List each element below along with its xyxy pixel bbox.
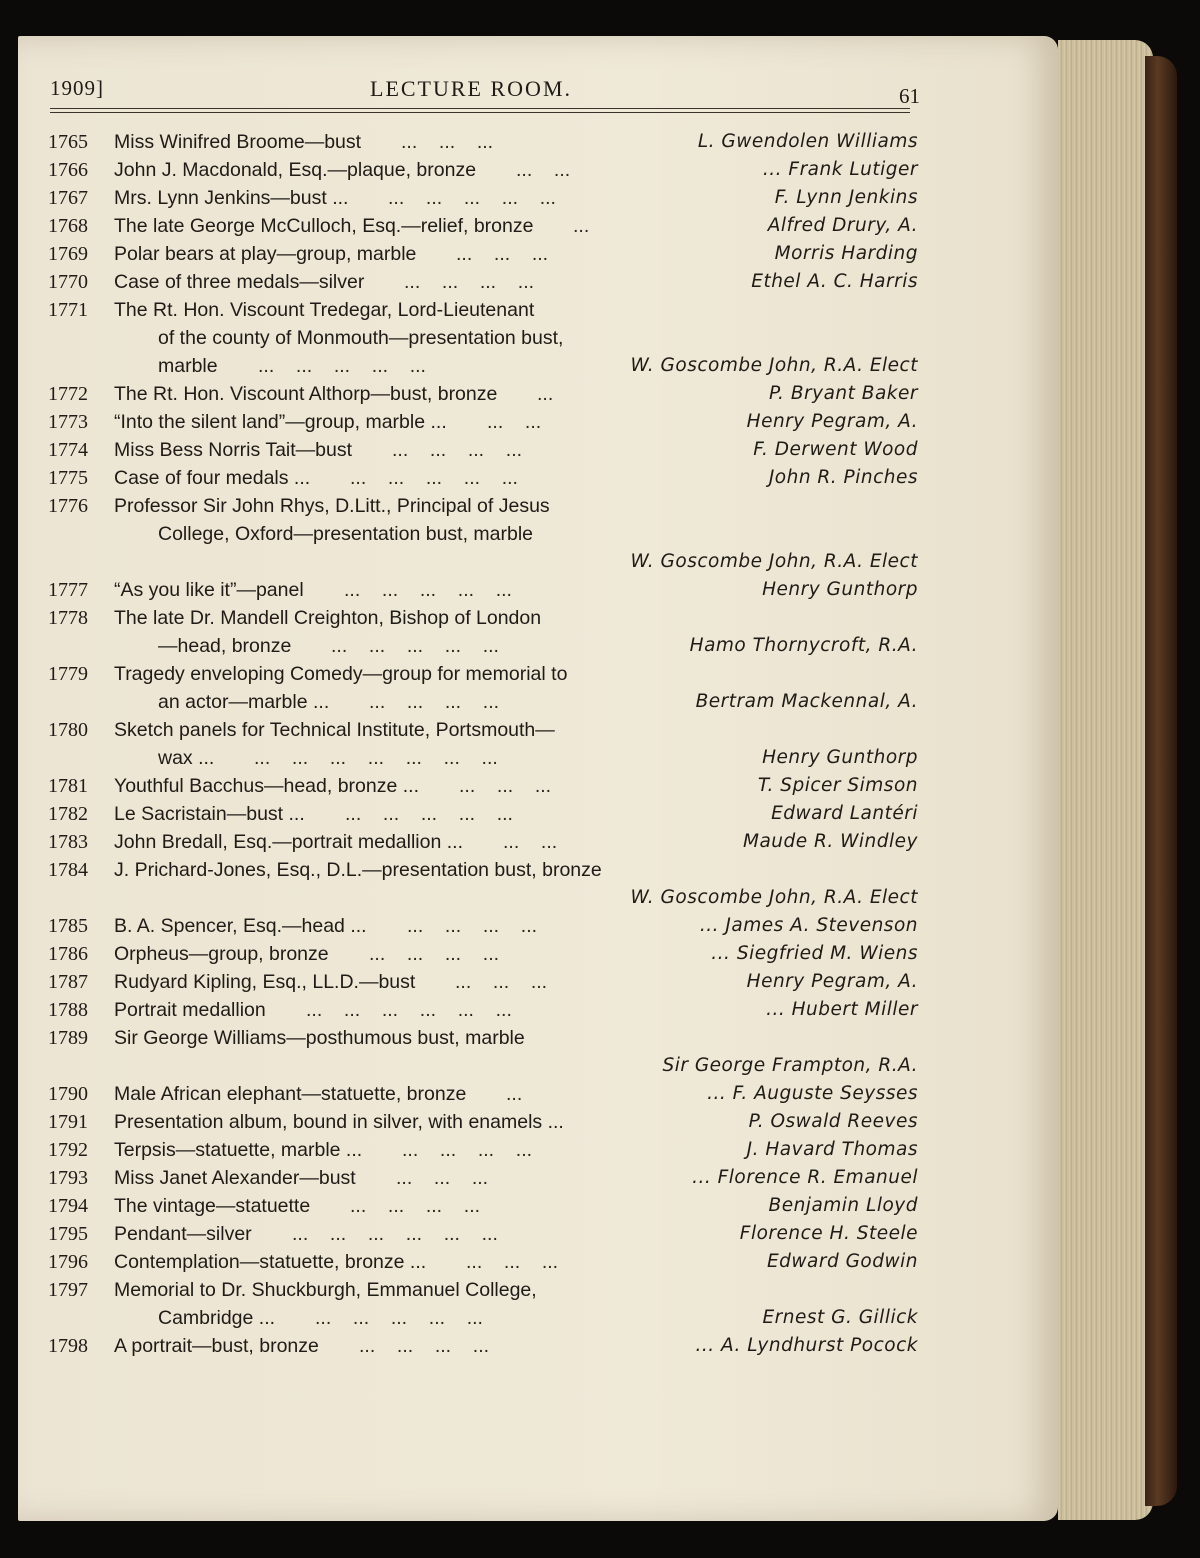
- entry-line: [48, 464, 918, 492]
- entry-artist: Hamo Thornycroft, R.A.: [689, 635, 918, 656]
- catalogue-entry: [48, 408, 918, 436]
- entry-artist: Henry Pegram, A.: [746, 411, 918, 432]
- catalogue-entry: [48, 268, 918, 296]
- entry-line: [48, 772, 918, 800]
- entry-description: College, Oxford—presentation bust, marble: [158, 523, 534, 545]
- entry-description: J. Prichard-Jones, Esq., D.L.—presentation bust, bronze: [114, 859, 602, 881]
- entry-line: [48, 352, 918, 380]
- entry-description: Memorial to Dr. Shuckburgh, Emmanuel College,: [114, 1279, 537, 1301]
- entry-description: Le Sacristain—bust ...: [114, 803, 305, 825]
- entry-description: B. A. Spencer, Esq.—head ...: [114, 915, 367, 937]
- entry-artist: Henry Gunthorp: [762, 747, 918, 768]
- catalogue-entry: [48, 716, 918, 772]
- entry-line: [48, 1332, 918, 1360]
- entry-artist: J. Havard Thomas: [746, 1139, 918, 1160]
- leader-dots: ... ... ... ... ...: [315, 1307, 483, 1329]
- entry-line: [48, 240, 918, 268]
- entry-line: [48, 576, 918, 604]
- entry-line: [48, 380, 918, 408]
- header-year: 1909]: [50, 76, 104, 100]
- catalogue-entry: [48, 1164, 918, 1192]
- entry-number: 1797: [48, 1279, 88, 1301]
- entry-description: Mrs. Lynn Jenkins—bust ...: [114, 187, 349, 209]
- entry-description: Presentation album, bound in silver, with enamels ...: [114, 1111, 564, 1133]
- catalogue-entry: [48, 1136, 918, 1164]
- entry-line: [48, 688, 918, 716]
- leader-dots: ... ... ...: [396, 1167, 489, 1189]
- leader-dots: ... ... ... ...: [402, 1139, 533, 1161]
- entry-number: 1790: [48, 1083, 88, 1105]
- entry-line: [48, 632, 918, 660]
- entry-description: Cambridge ...: [158, 1307, 276, 1329]
- entry-line: [48, 856, 918, 884]
- catalogue-entry: [48, 380, 918, 408]
- leader-dots: ... ... ... ...: [350, 1195, 481, 1217]
- entry-description: an actor—marble ...: [158, 691, 330, 713]
- entry-line: [48, 744, 918, 772]
- page-edges: [1058, 40, 1153, 1520]
- entry-description: Professor Sir John Rhys, D.Litt., Principal of Jesus: [114, 495, 550, 517]
- catalogue-entry: [48, 212, 918, 240]
- entry-line: [48, 184, 918, 212]
- entry-line: [48, 128, 918, 156]
- entry-artist: Edward Lantéri: [771, 803, 918, 824]
- entry-artist: ... F. Auguste Seysses: [707, 1083, 918, 1104]
- leader-dots: ... ... ... ... ... ...: [306, 999, 512, 1021]
- catalogue-entry: [48, 492, 918, 576]
- entry-artist: T. Spicer Simson: [757, 775, 918, 796]
- catalogue-entry: [48, 1108, 918, 1136]
- header-rule: [50, 108, 910, 113]
- entry-line: [48, 716, 918, 744]
- entry-artist: F. Derwent Wood: [753, 439, 918, 460]
- entry-artist: Ethel A. C. Harris: [751, 271, 918, 292]
- entry-number: 1793: [48, 1167, 88, 1189]
- entry-artist: Benjamin Lloyd: [768, 1195, 918, 1216]
- entry-artist: ... Siegfried M. Wiens: [711, 943, 918, 964]
- leader-dots: ... ...: [487, 411, 542, 433]
- leader-dots: ... ... ... ... ...: [331, 635, 499, 657]
- entry-line: [48, 828, 918, 856]
- catalogue-entry: [48, 576, 918, 604]
- entry-description: Orpheus—group, bronze: [114, 943, 329, 965]
- entry-artist: F. Lynn Jenkins: [774, 187, 918, 208]
- entry-artist: Henry Gunthorp: [762, 579, 918, 600]
- entry-number: 1780: [48, 719, 88, 741]
- entry-number: 1765: [48, 131, 88, 153]
- entry-line: [48, 660, 918, 688]
- entry-number: 1768: [48, 215, 88, 237]
- entry-line: [48, 1024, 918, 1052]
- entry-line: [48, 268, 918, 296]
- catalogue-entry: [48, 1192, 918, 1220]
- entry-number: 1782: [48, 803, 88, 825]
- catalogue-entry: [48, 772, 918, 800]
- catalogue-entry: [48, 1220, 918, 1248]
- entry-artist: Maude R. Windley: [742, 831, 918, 852]
- leader-dots: ... ... ... ... ... ...: [292, 1223, 498, 1245]
- leader-dots: ...: [573, 215, 590, 237]
- entry-artist: Edward Godwin: [766, 1251, 918, 1272]
- entry-number: 1772: [48, 383, 88, 405]
- entry-description: Youthful Bacchus—head, bronze ...: [114, 775, 419, 797]
- entry-line: [48, 1164, 918, 1192]
- catalogue-entry: [48, 156, 918, 184]
- entry-description: John J. Macdonald, Esq.—plaque, bronze: [114, 159, 477, 181]
- entry-artist: Sir George Frampton, R.A.: [662, 1055, 918, 1076]
- entry-line: [48, 408, 918, 436]
- entry-artist: W. Goscombe John, R.A. Elect: [630, 887, 918, 908]
- catalogue-entry: [48, 128, 918, 156]
- catalogue-entry: [48, 996, 918, 1024]
- entry-line: [48, 156, 918, 184]
- entry-description: John Bredall, Esq.—portrait medallion ...: [114, 831, 464, 853]
- entry-line: [48, 212, 918, 240]
- entry-artist: W. Goscombe John, R.A. Elect: [630, 355, 918, 376]
- entry-line: [48, 324, 918, 352]
- entry-description: Portrait medallion: [114, 999, 266, 1021]
- page-number: 61: [899, 84, 920, 108]
- entry-number: 1784: [48, 859, 88, 881]
- entry-artist: ... A. Lyndhurst Pocock: [695, 1335, 918, 1356]
- leader-dots: ... ...: [516, 159, 571, 181]
- entry-number: 1773: [48, 411, 88, 433]
- entry-artist: ... Florence R. Emanuel: [692, 1167, 918, 1188]
- catalogue-entry: [48, 940, 918, 968]
- entry-line: [48, 1248, 918, 1276]
- catalogue-entry: [48, 912, 918, 940]
- leader-dots: ... ... ... ... ...: [344, 579, 512, 601]
- entry-description: Polar bears at play—group, marble: [114, 243, 417, 265]
- entry-description: Sketch panels for Technical Institute, Portsmouth—: [114, 719, 555, 741]
- entry-description: The late George McCulloch, Esq.—relief, bronze: [114, 215, 534, 237]
- catalogue-entry: [48, 296, 918, 380]
- leader-dots: ... ... ... ...: [369, 943, 500, 965]
- entry-line: [48, 1304, 918, 1332]
- leader-dots: ... ... ... ...: [404, 271, 535, 293]
- entry-number: 1785: [48, 915, 88, 937]
- entry-number: 1771: [48, 299, 88, 321]
- entry-number: 1779: [48, 663, 88, 685]
- leader-dots: ... ... ...: [455, 971, 548, 993]
- entry-number: 1766: [48, 159, 88, 181]
- entry-number: 1777: [48, 579, 88, 601]
- leader-dots: ... ...: [503, 831, 558, 853]
- entry-artist: Henry Pegram, A.: [746, 971, 918, 992]
- entry-artist: L. Gwendolen Williams: [697, 131, 918, 152]
- entry-description: Male African elephant—statuette, bronze: [114, 1083, 467, 1105]
- entry-line: [48, 1192, 918, 1220]
- entry-number: 1778: [48, 607, 88, 629]
- entry-line: [48, 520, 918, 548]
- entry-description: The Rt. Hon. Viscount Althorp—bust, bronze: [114, 383, 498, 405]
- entry-line: [48, 1108, 918, 1136]
- entry-line: [48, 1052, 918, 1080]
- entry-description: Pendant—silver: [114, 1223, 252, 1245]
- entry-line: [48, 996, 918, 1024]
- entry-description: The Rt. Hon. Viscount Tredegar, Lord-Lieutenant: [114, 299, 535, 321]
- entry-line: [48, 296, 918, 324]
- entry-description: Rudyard Kipling, Esq., LL.D.—bust: [114, 971, 416, 993]
- entry-number: 1787: [48, 971, 88, 993]
- entry-line: [48, 884, 918, 912]
- entry-artist: ... Frank Lutiger: [762, 159, 918, 180]
- entry-description: Terpsis—statuette, marble ...: [114, 1139, 363, 1161]
- book-spine: [1145, 56, 1177, 1506]
- entry-number: 1791: [48, 1111, 88, 1133]
- entry-line: [48, 1080, 918, 1108]
- catalogue-entry: [48, 660, 918, 716]
- entry-description: Tragedy enveloping Comedy—group for memorial to: [114, 663, 568, 685]
- entry-description: of the county of Monmouth—presentation bust,: [158, 327, 564, 349]
- leader-dots: ... ... ... ...: [369, 691, 500, 713]
- entry-number: 1781: [48, 775, 88, 797]
- entry-description: wax ...: [158, 747, 215, 769]
- entry-description: Case of three medals—silver: [114, 271, 365, 293]
- entry-line: [48, 800, 918, 828]
- catalogue-entry: [48, 436, 918, 464]
- entry-line: [48, 1136, 918, 1164]
- leader-dots: ... ... ...: [456, 243, 549, 265]
- leader-dots: ... ... ... ... ...: [345, 803, 513, 825]
- catalogue-entry: [48, 1332, 918, 1360]
- leader-dots: ...: [506, 1083, 523, 1105]
- entry-description: A portrait—bust, bronze: [114, 1335, 319, 1357]
- leader-dots: ... ... ... ... ...: [258, 355, 426, 377]
- entry-number: 1770: [48, 271, 88, 293]
- entry-number: 1769: [48, 243, 88, 265]
- entry-artist: Ernest G. Gillick: [762, 1307, 918, 1328]
- leader-dots: ... ... ... ... ...: [350, 467, 518, 489]
- catalogue-entry: [48, 604, 918, 660]
- entry-line: [48, 968, 918, 996]
- catalogue-entry: [48, 968, 918, 996]
- entry-artist: John R. Pinches: [768, 467, 918, 488]
- entry-number: 1798: [48, 1335, 88, 1357]
- catalogue-entry: [48, 184, 918, 212]
- entry-line: [48, 492, 918, 520]
- entry-description: Miss Winifred Broome—bust: [114, 131, 362, 153]
- entry-number: 1786: [48, 943, 88, 965]
- entry-description: —head, bronze: [158, 635, 292, 657]
- leader-dots: ... ... ... ...: [392, 439, 523, 461]
- entry-number: 1788: [48, 999, 88, 1021]
- entry-description: Sir George Williams—posthumous bust, marble: [114, 1027, 525, 1049]
- entry-description: “Into the silent land”—group, marble ...: [114, 411, 447, 433]
- entry-artist: Alfred Drury, A.: [767, 215, 918, 236]
- catalogue-entry: [48, 828, 918, 856]
- entry-artist: P. Oswald Reeves: [748, 1111, 918, 1132]
- leader-dots: ... ... ...: [401, 131, 494, 153]
- leader-dots: ... ... ... ... ... ... ...: [254, 747, 498, 769]
- catalogue-entry: [48, 856, 918, 912]
- entry-artist: ... Hubert Miller: [766, 999, 918, 1020]
- entry-number: 1775: [48, 467, 88, 489]
- entry-number: 1783: [48, 831, 88, 853]
- entry-number: 1796: [48, 1251, 88, 1273]
- page-header: [50, 72, 920, 108]
- entry-description: Contemplation—statuette, bronze ...: [114, 1251, 427, 1273]
- catalogue-entry: [48, 464, 918, 492]
- entry-line: [48, 912, 918, 940]
- entry-line: [48, 604, 918, 632]
- entry-line: [48, 1220, 918, 1248]
- entry-number: 1795: [48, 1223, 88, 1245]
- entry-number: 1776: [48, 495, 88, 517]
- entry-line: [48, 436, 918, 464]
- catalogue-entry: [48, 240, 918, 268]
- catalogue-entry: [48, 1024, 918, 1080]
- entry-artist: Morris Harding: [774, 243, 918, 264]
- header-title: LECTURE ROOM.: [370, 76, 572, 101]
- entry-description: marble: [158, 355, 218, 377]
- catalogue-entry: [48, 800, 918, 828]
- catalogue-entries: [48, 128, 918, 1360]
- catalogue-entry: [48, 1248, 918, 1276]
- entry-description: “As you like it”—panel: [114, 579, 304, 601]
- entry-number: 1767: [48, 187, 88, 209]
- entry-number: 1792: [48, 1139, 88, 1161]
- leader-dots: ... ... ... ...: [407, 915, 538, 937]
- catalogue-entry: [48, 1080, 918, 1108]
- catalogue-entry: [48, 1276, 918, 1332]
- entry-description: Miss Janet Alexander—bust: [114, 1167, 356, 1189]
- entry-description: Miss Bess Norris Tait—bust: [114, 439, 353, 461]
- leader-dots: ... ... ...: [466, 1251, 559, 1273]
- leader-dots: ... ... ...: [459, 775, 552, 797]
- entry-description: The vintage—statuette: [114, 1195, 311, 1217]
- entry-number: 1774: [48, 439, 88, 461]
- entry-number: 1789: [48, 1027, 88, 1049]
- leader-dots: ...: [537, 383, 554, 405]
- entry-description: The late Dr. Mandell Creighton, Bishop of London: [114, 607, 542, 629]
- entry-artist: P. Bryant Baker: [768, 383, 918, 404]
- entry-number: 1794: [48, 1195, 88, 1217]
- entry-line: [48, 940, 918, 968]
- entry-artist: ... James A. Stevenson: [699, 915, 918, 936]
- entry-description: Case of four medals ...: [114, 467, 311, 489]
- entry-artist: W. Goscombe John, R.A. Elect: [630, 551, 918, 572]
- entry-artist: Florence H. Steele: [739, 1223, 918, 1244]
- leader-dots: ... ... ... ... ...: [388, 187, 556, 209]
- entry-line: [48, 548, 918, 576]
- leader-dots: ... ... ... ...: [359, 1335, 490, 1357]
- entry-artist: Bertram Mackennal, A.: [695, 691, 918, 712]
- entry-line: [48, 1276, 918, 1304]
